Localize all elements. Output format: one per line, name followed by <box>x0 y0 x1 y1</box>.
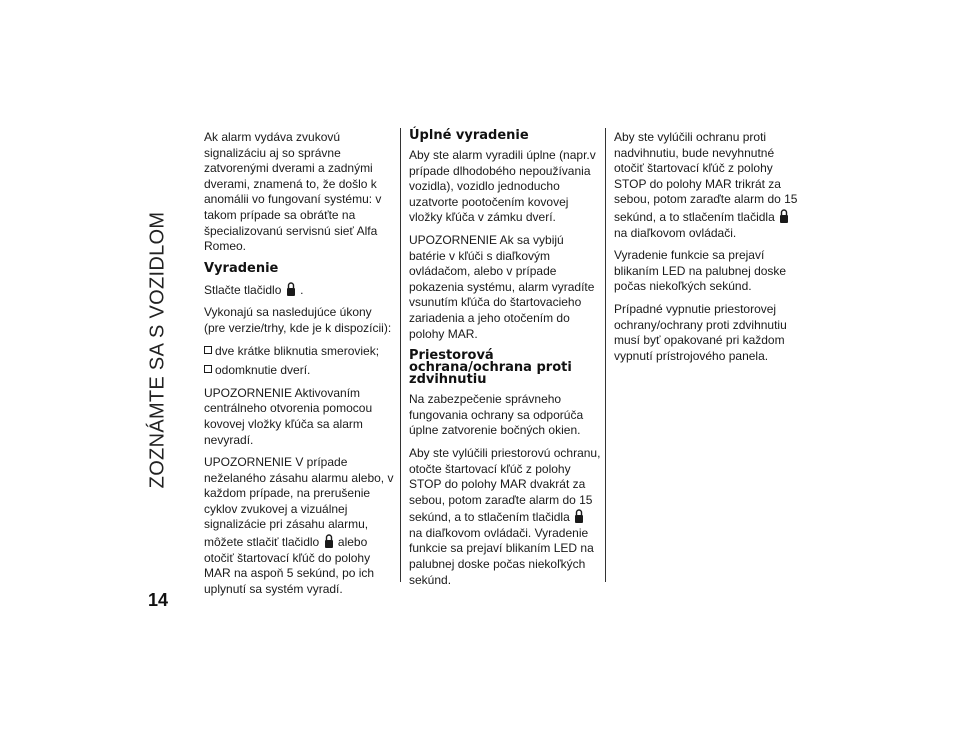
page-number: 14 <box>148 590 169 610</box>
paragraph: Vyradenie funkcie sa prejaví blikaním LED na palubnej doske počas niekoľkých sekúnd. <box>614 248 787 294</box>
checkbox-bullet-icon <box>204 346 212 354</box>
column-divider <box>605 128 606 582</box>
heading-uplne-vyradenie: Úplné vyradenie <box>409 128 529 143</box>
column-divider <box>400 128 401 582</box>
text-column-1 <box>204 130 394 604</box>
paragraph-text: na diaľkovom ovládači. Vyradenie funkcie sa prejaví blikaním LED na palubnej doske počas niekoľkých sekúnd. <box>409 525 594 587</box>
paragraph <box>614 130 804 241</box>
paragraph: UPOZORNENIE Aktivovaním centrálneho otvorenia pomocou kovovej vložky kľúča sa alarm nevyradí. <box>204 385 373 447</box>
checkbox-bullet-icon <box>204 365 212 373</box>
paragraph: Vykonajú sa nasledujúce úkony (pre verzie/trhy, kde je k dispozícii): <box>204 305 392 335</box>
paragraph-text: alebo otočiť štartovací kľúč do polohy MAR na aspoň 5 sekúnd, po ich uplynutí sa systém vyradí. <box>204 535 375 596</box>
lock-icon <box>574 508 584 524</box>
lock-icon <box>779 208 789 224</box>
list-item <box>204 344 394 360</box>
list-item-text: dve krátke bliknutia smeroviek; <box>215 343 380 358</box>
paragraph-text: Stlačte tlačidlo <box>204 282 282 297</box>
paragraph: Prípadné vypnutie priestorovej ochrany/ochrany proti zdvihnutiu musí byť opakované pri každom vypnutí prístrojového panela. <box>614 301 787 363</box>
paragraph-text: Aby ste vylúčili priestorovú ochranu, otočte štartovací kľúč z polohy STOP do polohy MAR dvakrát za sebou, potom zaraďte alarm do 15 sekúnd, a to stlačením tlačidla <box>409 445 601 525</box>
heading-priestorova-ochrana: Priestorová ochrana/ochrana proti zdvihnutiu <box>409 348 572 388</box>
paragraph <box>204 281 394 299</box>
paragraph: Na zabezpečenie správneho fungovania ochrany sa odporúča úplne zatvorenie bočných okien. <box>409 392 584 438</box>
paragraph-text: . <box>300 282 304 297</box>
paragraph <box>409 446 601 588</box>
paragraph: UPOZORNENIE Ak sa vybijú batérie v kľúči s diaľkovým ovládačom, alebo v prípade pokazenia systému, alarm vyradíte vsunutím kľúča do štartovacieho zariadenia a jeho otočením do polohy MAR. <box>409 232 595 341</box>
paragraph-text: na diaľkovom ovládači. <box>614 225 737 240</box>
lock-icon <box>286 281 296 297</box>
paragraph: Aby ste alarm vyradili úplne (napr.v prípade dlhodobého nepoužívania vozidla), vozidlo jednoducho uzatvorte pootočením kovovej vložky kľúča v zámku dverí. <box>409 148 596 225</box>
section-title-text: ZOZNÁMTE SA S VOZIDLOM <box>146 211 169 489</box>
lock-icon <box>324 533 334 549</box>
text-column-3 <box>614 130 804 371</box>
paragraph-text: Aby ste vylúčili ochranu proti nadvihnutiu, bude nevyhnutné otočiť štartovací kľúč z polohy STOP do polohy MAR trikrát za sebou, potom zaraďte alarm do 15 sekúnd, a to stlačením tlačidla <box>614 130 798 224</box>
text-column-2 <box>409 130 601 595</box>
paragraph <box>204 455 394 597</box>
list-item-text: odomknutie dverí. <box>215 363 311 378</box>
paragraph: Ak alarm vydáva zvukovú signalizáciu aj so správne zatvorenými dverami a zadnými dverami, znamená to, že došlo k anomálii vo fungovaní systému: v takom prípade sa obráťte na špecializovanú servisnú sieť Alfa Romeo. <box>204 130 382 254</box>
paragraph-text: UPOZORNENIE V prípade neželaného zásahu alarmu alebo, v každom prípade, na prerušenie cyklov zvukovej a vizuálnej signalizácie pri zásahu alarmu, môžete stlačiť tlačidlo <box>204 455 394 550</box>
list-item <box>204 363 394 379</box>
heading-vyradenie: Vyradenie <box>204 260 279 276</box>
